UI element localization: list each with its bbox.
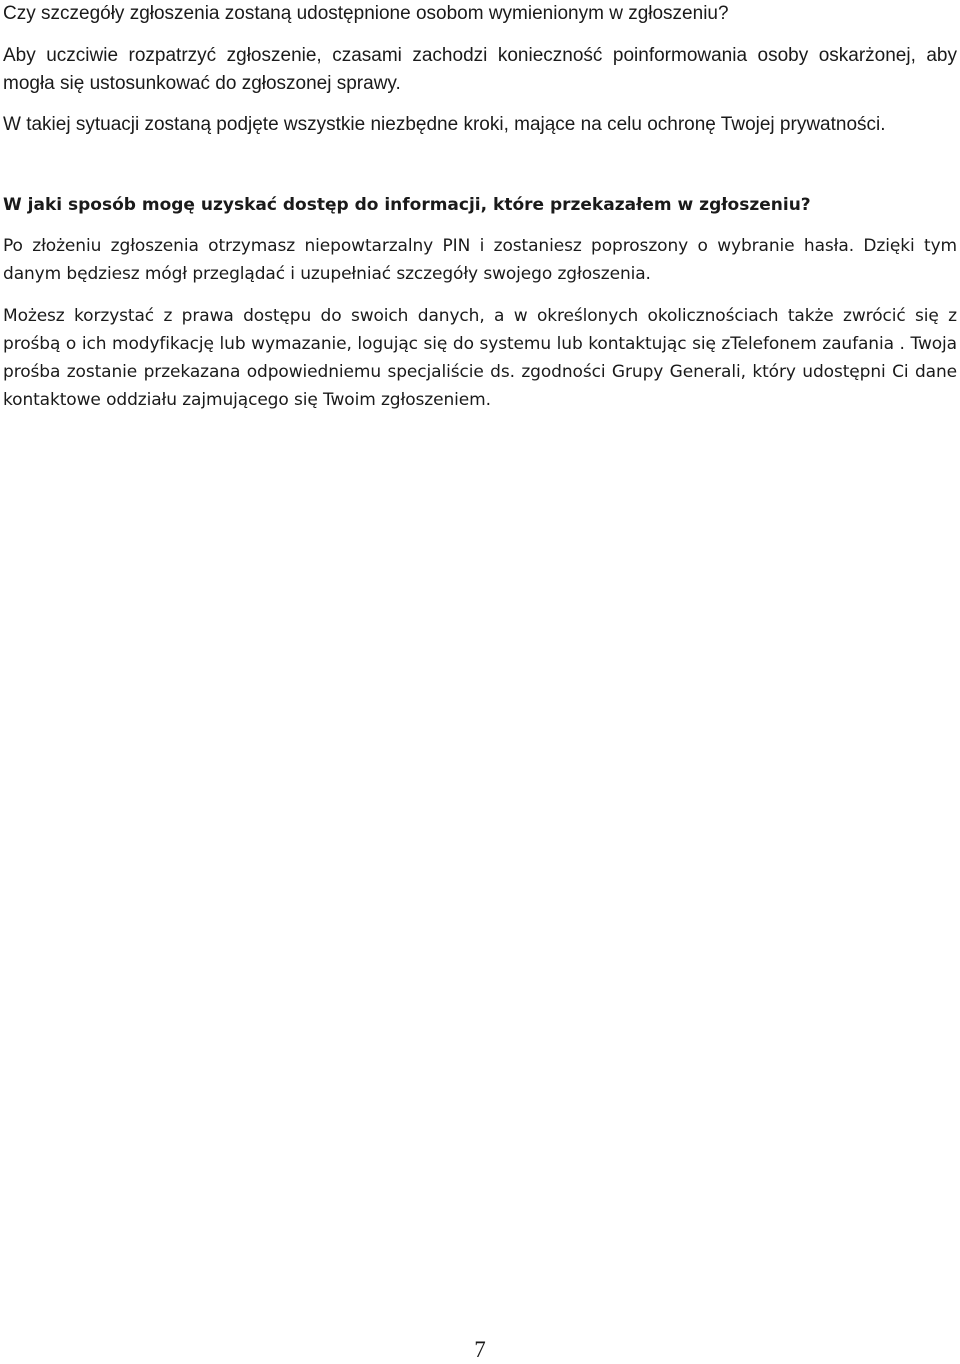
paragraph-privacy: W takiej sytuacji zostaną podjęte wszystkie niezbędne kroki, mające na celu ochronę Twojej prywatności. [3,114,886,135]
page-number: 7 [474,1337,486,1362]
question-heading-sharing: Czy szczegóły zgłoszenia zostaną udostępnione osobom wymienionym w zgłoszeniu? [3,3,729,24]
paragraph-notification: Aby uczciwie rozpatrzyć zgłoszenie, czasami zachodzi konieczność poinformowania osoby oskarżonej, aby mogła się ustosunkować do zgłoszonej sprawy. [3,45,957,94]
paragraph-pin: Po złożeniu zgłoszenia otrzymasz niepowtarzalny PIN i zostaniesz poproszony o wybranie hasła. Dzięki tym danym będziesz mógł przeglądać i uzupełniać szczegóły swojego zgłoszenia. [3,236,957,284]
paragraph-rights: Możesz korzystać z prawa dostępu do swoich danych, a w określonych okolicznościach także zwrócić się z prośbą o ich modyfikację lub wymazanie, logując się do systemu lub kontaktując się zTelefonem zaufania . Twoja prośba zostanie przekazana odpowiedniemu specjaliście ds. zgodności Grupy Generali, który udostępni Ci dane kontaktowe oddziału zajmującego się Twoim zgłoszeniem. [3,306,957,410]
question-heading-access: W jaki sposób mogę uzyskać dostęp do informacji, które przekazałem w zgłoszeniu? [3,195,811,215]
document-content [3,0,957,414]
